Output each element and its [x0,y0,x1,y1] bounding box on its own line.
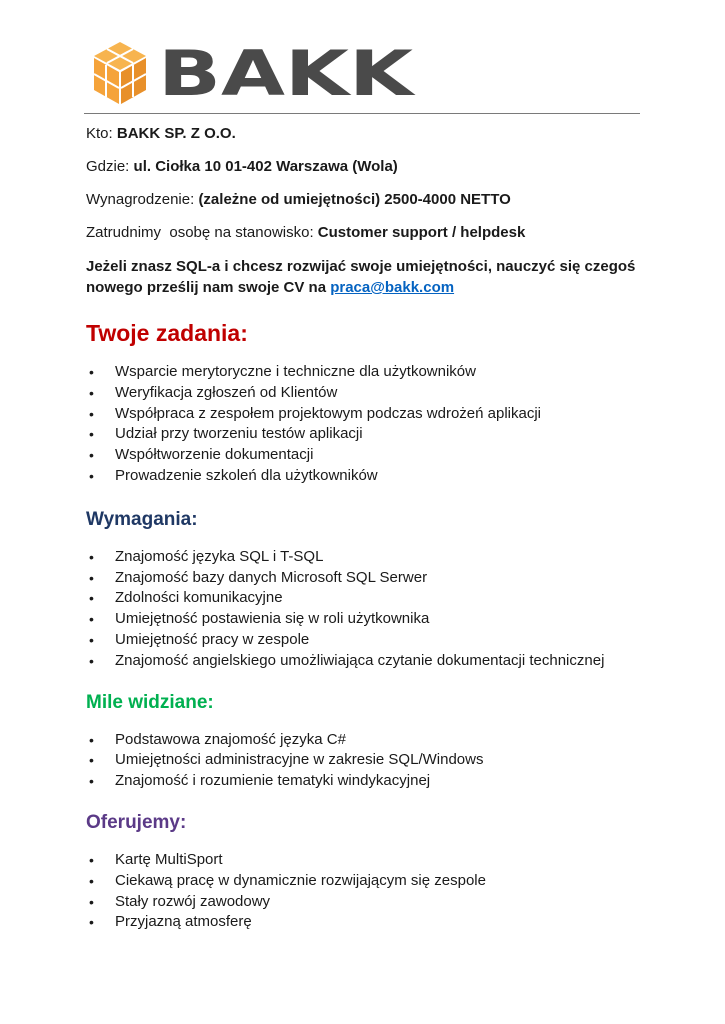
position-label: Zatrudnimy osobę na stanowisko: [86,224,314,241]
list-item: • Umiejętność pracy w zespole [86,630,646,651]
info-salary [86,190,646,210]
list-item: • Wsparcie merytoryczne i techniczne dla użytkowników [86,362,646,383]
list-item: • Ciekawą pracę w dynamicznie rozwijającym się zespole [86,871,646,892]
list-item: • Znajomość języka SQL i T-SQL [86,547,646,568]
call-to-action [86,256,646,298]
info-where [86,157,646,177]
company-logo [92,38,417,108]
list-item: • Kartę MultiSport [86,850,646,871]
list-item: • Współpraca z zespołem projektowym podczas wdrożeń aplikacji [86,404,646,425]
logo-text: BAKK [158,38,416,108]
requirements-list [86,547,646,672]
list-item: • Udział przy tworzeniu testów aplikacji [86,424,646,445]
nice-to-have-heading: Mile widziane: [86,691,214,713]
list-item: • Umiejętność postawienia się w roli użytkownika [86,609,646,630]
offer-heading: Oferujemy: [86,811,187,833]
position-value: Customer support / helpdesk [317,224,526,241]
who-label: Kto: [86,125,113,142]
list-item: • Znajomość i rozumienie tematyki windykacyjnej [86,771,646,792]
tasks-list [86,362,646,487]
requirements-heading: Wymagania: [86,508,198,530]
cube-icon [94,42,146,104]
tasks-heading: Twoje zadania: [86,320,248,346]
list-item: • Podstawowa znajomość języka C# [86,730,646,751]
list-item: • Zdolności komunikacyjne [86,588,646,609]
email-link[interactable]: praca@bakk.com [330,279,455,296]
list-item: • Przyjazną atmosferę [86,912,646,933]
list-item: • Znajomość bazy danych Microsoft SQL Serwer [86,568,646,589]
info-position [86,223,646,243]
who-value: BAKK SP. Z O.O. [116,125,236,142]
header-divider [84,113,640,114]
where-value: ul. Ciołka 10 01-402 Warszawa (Wola) [133,158,398,175]
offer-list [86,850,646,933]
where-label: Gdzie: [86,158,130,175]
list-item: • Współtworzenie dokumentacji [86,445,646,466]
nice-to-have-list [86,730,646,792]
list-item: • Weryfikacja zgłoszeń od Klientów [86,383,646,404]
cta-text: Jeżeli znasz SQL-a i chcesz rozwijać swoje umiejętności, nauczyć się czegoś nowego prześlij nam swoje CV na [86,258,636,296]
list-item: • Umiejętności administracyjne w zakresie SQL/Windows [86,750,646,771]
list-item: • Stały rozwój zawodowy [86,892,646,913]
list-item: • Znajomość angielskiego umożliwiająca czytanie dokumentacji technicznej [86,651,646,672]
info-who [86,124,646,144]
job-offer [86,124,646,933]
salary-label: Wynagrodzenie: [86,191,195,208]
salary-value: (zależne od umiejętności) 2500-4000 NETTO [198,191,511,208]
list-item: • Prowadzenie szkoleń dla użytkowników [86,466,646,487]
